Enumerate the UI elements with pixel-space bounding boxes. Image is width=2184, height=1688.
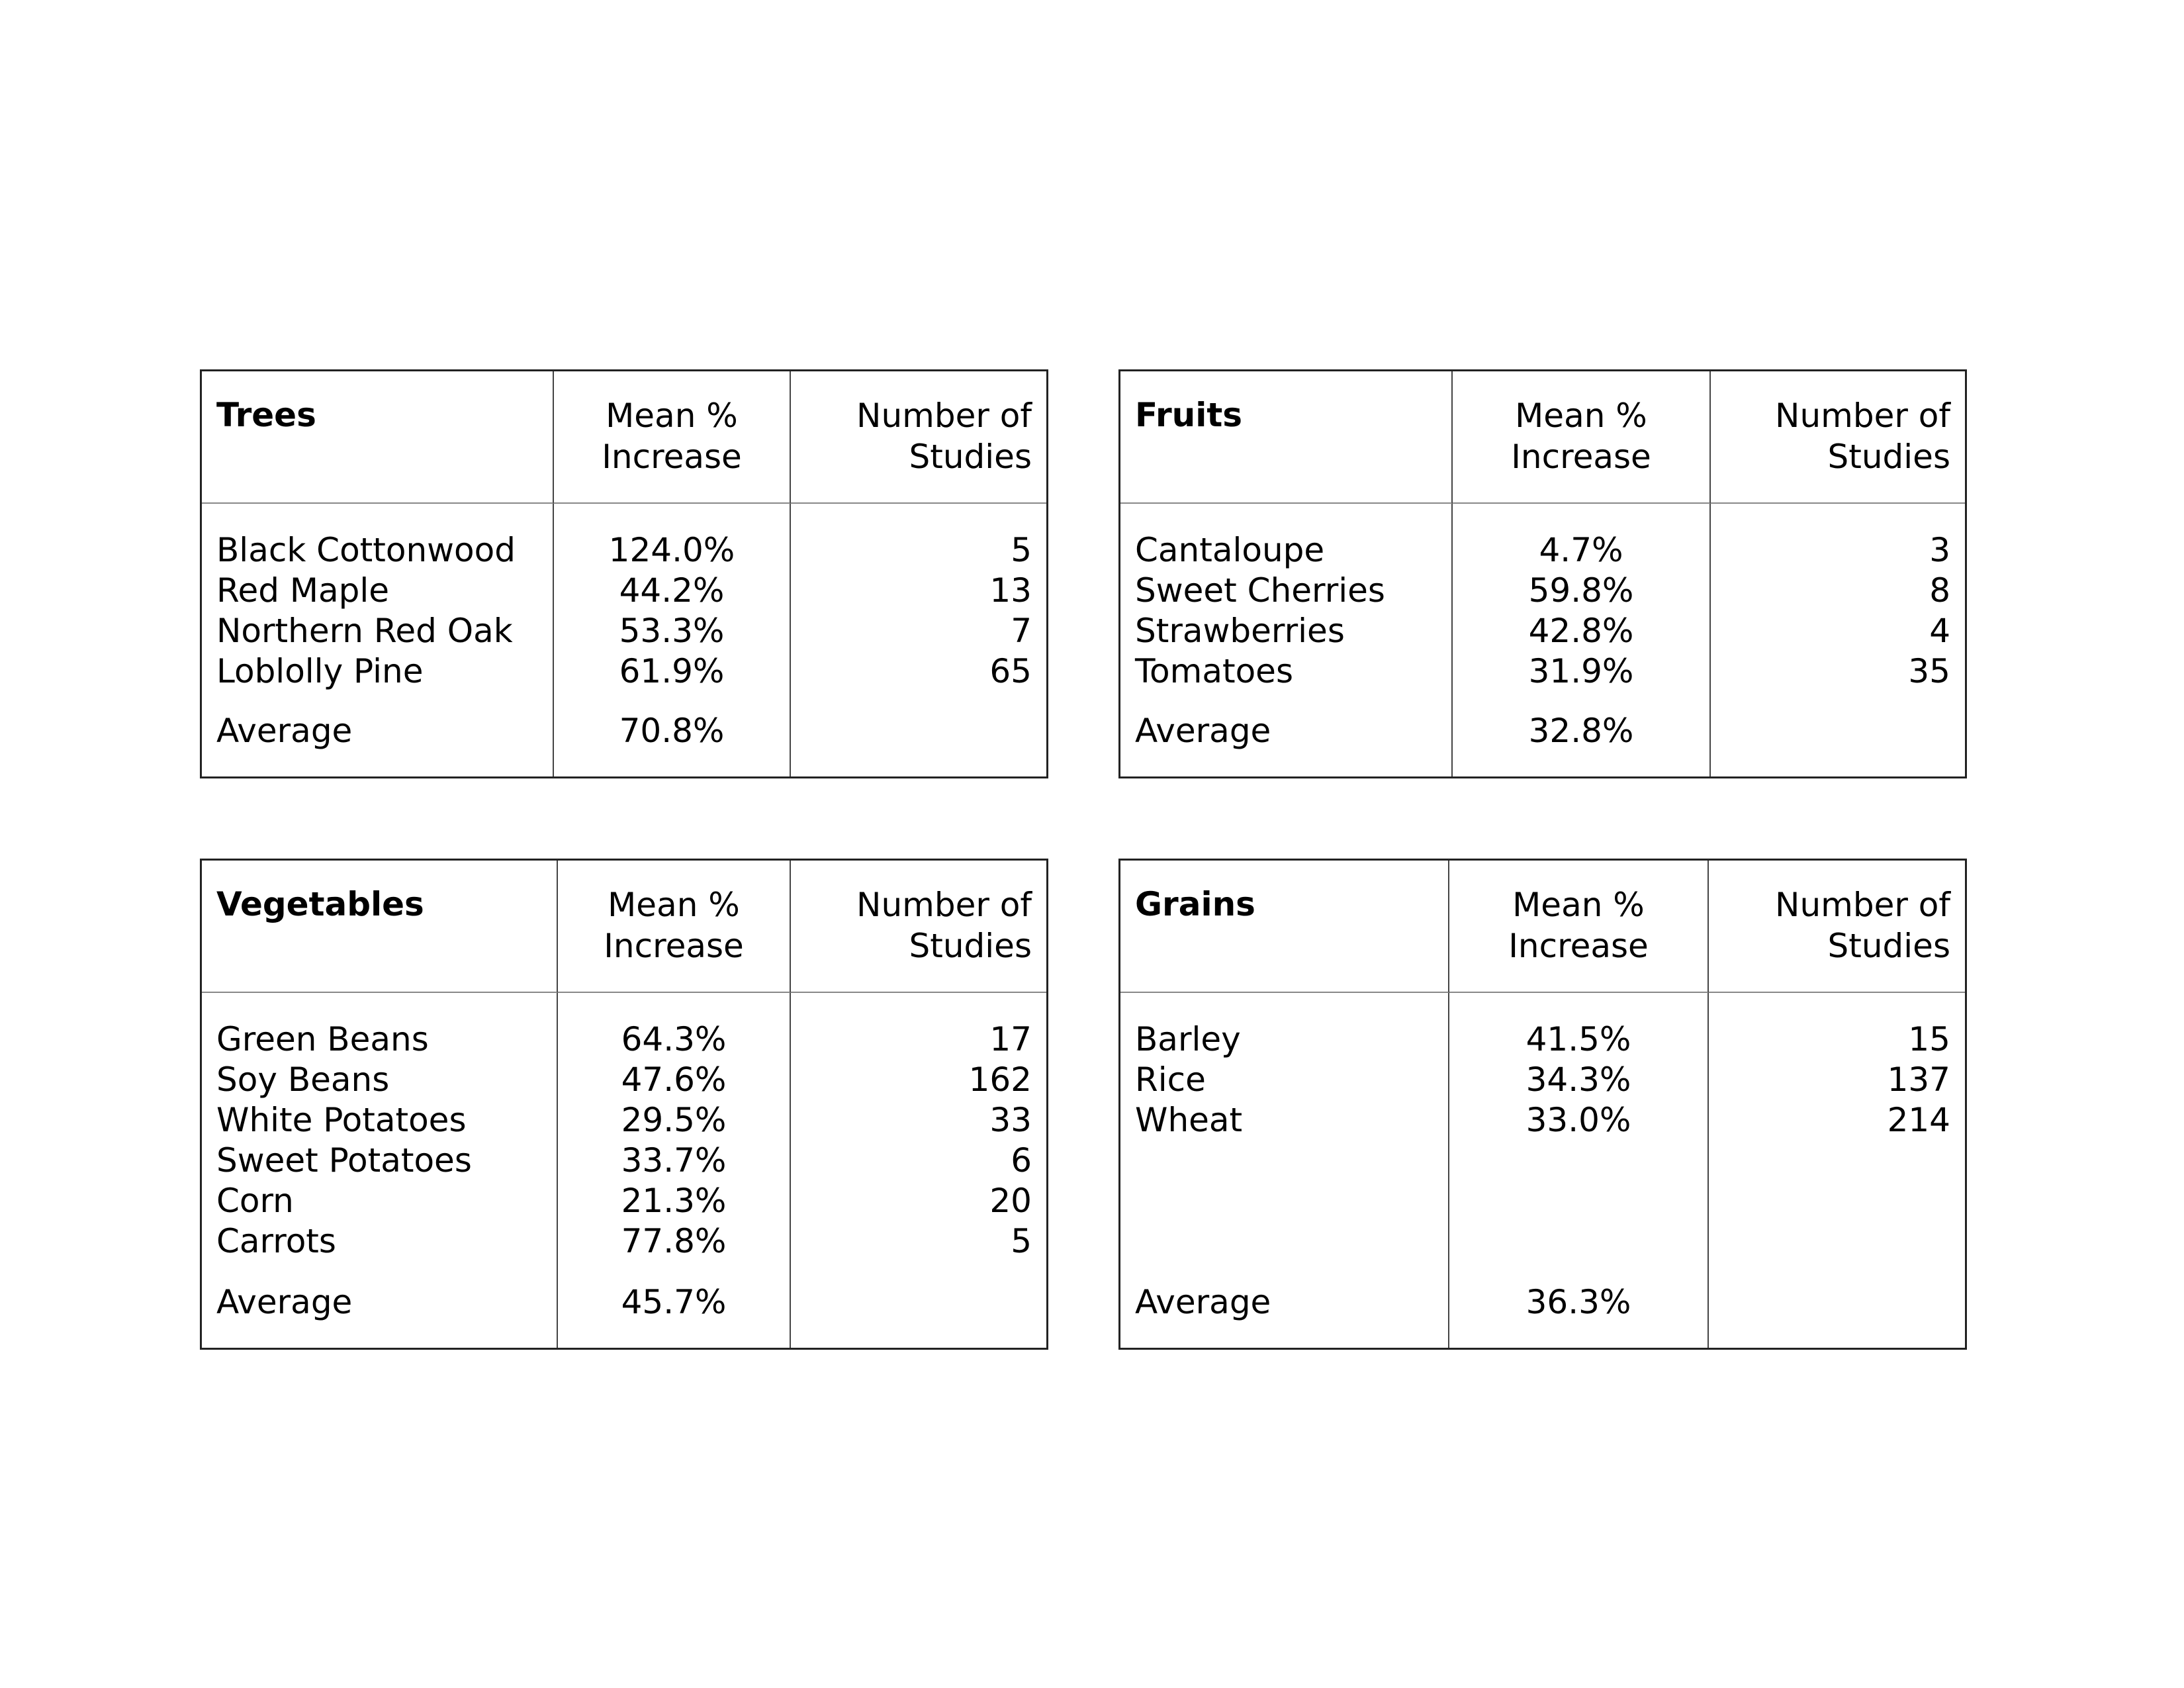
table-header-mean xyxy=(1453,371,1711,504)
table-cell-studies: 162 xyxy=(968,1060,1032,1099)
table-cell-name: Carrots xyxy=(216,1222,336,1260)
table-cell-name: Sweet Potatoes xyxy=(216,1141,472,1180)
table-cell-mean: 4.7% xyxy=(1539,531,1623,569)
average-label: Average xyxy=(1135,712,1271,750)
table-cell-mean: 42.8% xyxy=(1528,612,1634,650)
table-title: Vegetables xyxy=(216,885,424,923)
table-header-studies xyxy=(1709,861,1965,993)
table-cell-studies: 33 xyxy=(989,1101,1032,1139)
column-header-studies-line2: Studies xyxy=(1827,438,1950,476)
table-cell-studies: 15 xyxy=(1908,1020,1950,1058)
column-header-studies-line1: Number of xyxy=(856,397,1032,435)
table-cell-studies: 3 xyxy=(1929,531,1950,569)
average-value: 32.8% xyxy=(1528,712,1634,750)
table-cell-name: Green Beans xyxy=(216,1020,429,1058)
vegetables-table xyxy=(200,859,1048,1350)
table-cell-name: Loblolly Pine xyxy=(216,652,424,690)
studies-column xyxy=(791,993,1046,1348)
table-cell-mean: 44.2% xyxy=(619,571,725,610)
table-cell-name: Soy Beans xyxy=(216,1060,390,1099)
table-cell-mean: 29.5% xyxy=(621,1101,727,1139)
table-cell-mean: 59.8% xyxy=(1528,571,1634,610)
table-cell-studies: 8 xyxy=(1929,571,1950,610)
mean-column xyxy=(1449,993,1709,1348)
table-header-mean xyxy=(1449,861,1709,993)
table-header-category xyxy=(1120,371,1453,504)
table-title: Fruits xyxy=(1135,396,1243,434)
table-cell-mean: 33.7% xyxy=(621,1141,727,1180)
table-cell-name: Sweet Cherries xyxy=(1135,571,1385,610)
table-cell-mean: 34.3% xyxy=(1525,1060,1631,1099)
column-header-mean-line2: Increase xyxy=(604,927,744,965)
column-header-studies-line2: Studies xyxy=(1827,927,1950,965)
column-header-studies-line2: Studies xyxy=(909,438,1032,476)
table-cell-mean: 31.9% xyxy=(1528,652,1634,690)
name-column xyxy=(202,504,554,776)
table-title: Grains xyxy=(1135,885,1255,923)
mean-column xyxy=(1453,504,1711,776)
average-label: Average xyxy=(216,712,353,750)
table-header-category xyxy=(202,371,554,504)
table-cell-studies: 137 xyxy=(1887,1060,1950,1099)
average-label: Average xyxy=(216,1283,353,1321)
table-header-studies xyxy=(1711,371,1965,504)
table-cell-studies: 13 xyxy=(989,571,1032,610)
table-cell-mean: 21.3% xyxy=(621,1182,727,1220)
table-cell-mean: 64.3% xyxy=(621,1020,727,1058)
column-header-studies-line2: Studies xyxy=(909,927,1032,965)
average-value: 36.3% xyxy=(1525,1283,1631,1321)
table-cell-studies: 6 xyxy=(1011,1141,1032,1180)
average-value: 45.7% xyxy=(621,1283,727,1321)
name-column xyxy=(1120,993,1449,1348)
column-header-mean-line1: Mean % xyxy=(608,886,740,924)
table-cell-mean: 53.3% xyxy=(619,612,725,650)
table-cell-name: Corn xyxy=(216,1182,294,1220)
table-cell-name: Wheat xyxy=(1135,1101,1243,1139)
table-cell-name: Strawberries xyxy=(1135,612,1345,650)
table-cell-studies: 17 xyxy=(989,1020,1032,1058)
table-header-studies xyxy=(791,371,1046,504)
studies-column xyxy=(1711,504,1965,776)
table-cell-mean: 47.6% xyxy=(621,1060,727,1099)
trees-table xyxy=(200,369,1048,778)
column-header-studies-line1: Number of xyxy=(856,886,1032,924)
table-cell-mean: 33.0% xyxy=(1525,1101,1631,1139)
table-header-category xyxy=(1120,861,1449,993)
mean-column xyxy=(558,993,791,1348)
table-cell-studies: 7 xyxy=(1011,612,1032,650)
table-cell-name: Tomatoes xyxy=(1135,652,1293,690)
table-header-mean xyxy=(554,371,791,504)
table-cell-name: Rice xyxy=(1135,1060,1206,1099)
table-cell-name: Barley xyxy=(1135,1020,1241,1058)
column-header-mean-line2: Increase xyxy=(1508,927,1649,965)
name-column xyxy=(1120,504,1453,776)
table-cell-mean: 77.8% xyxy=(621,1222,727,1260)
column-header-mean-line1: Mean % xyxy=(1512,886,1645,924)
table-cell-name: Red Maple xyxy=(216,571,390,610)
name-column xyxy=(202,993,558,1348)
table-cell-studies: 65 xyxy=(989,652,1032,690)
table-header-mean xyxy=(558,861,791,993)
mean-column xyxy=(554,504,791,776)
column-header-studies-line1: Number of xyxy=(1775,886,1950,924)
fruits-table xyxy=(1118,369,1967,778)
column-header-mean-line1: Mean % xyxy=(606,397,738,435)
table-header-category xyxy=(202,861,558,993)
column-header-mean-line2: Increase xyxy=(602,438,742,476)
grains-table xyxy=(1118,859,1967,1350)
table-cell-studies: 35 xyxy=(1908,652,1950,690)
table-cell-name: Northern Red Oak xyxy=(216,612,513,650)
table-cell-name: Black Cottonwood xyxy=(216,531,516,569)
table-cell-mean: 61.9% xyxy=(619,652,725,690)
table-cell-studies: 214 xyxy=(1887,1101,1950,1139)
column-header-studies-line1: Number of xyxy=(1775,397,1950,435)
column-header-mean-line2: Increase xyxy=(1511,438,1651,476)
table-title: Trees xyxy=(216,396,316,434)
table-cell-name: White Potatoes xyxy=(216,1101,467,1139)
table-cell-mean: 124.0% xyxy=(608,531,735,569)
table-header-studies xyxy=(791,861,1046,993)
average-label: Average xyxy=(1135,1283,1271,1321)
table-cell-name: Cantaloupe xyxy=(1135,531,1325,569)
studies-column xyxy=(791,504,1046,776)
column-header-mean-line1: Mean % xyxy=(1515,397,1647,435)
table-cell-studies: 5 xyxy=(1011,531,1032,569)
studies-column xyxy=(1709,993,1965,1348)
table-cell-mean: 41.5% xyxy=(1525,1020,1631,1058)
table-cell-studies: 20 xyxy=(989,1182,1032,1220)
table-cell-studies: 4 xyxy=(1929,612,1950,650)
table-cell-studies: 5 xyxy=(1011,1222,1032,1260)
average-value: 70.8% xyxy=(619,712,725,750)
